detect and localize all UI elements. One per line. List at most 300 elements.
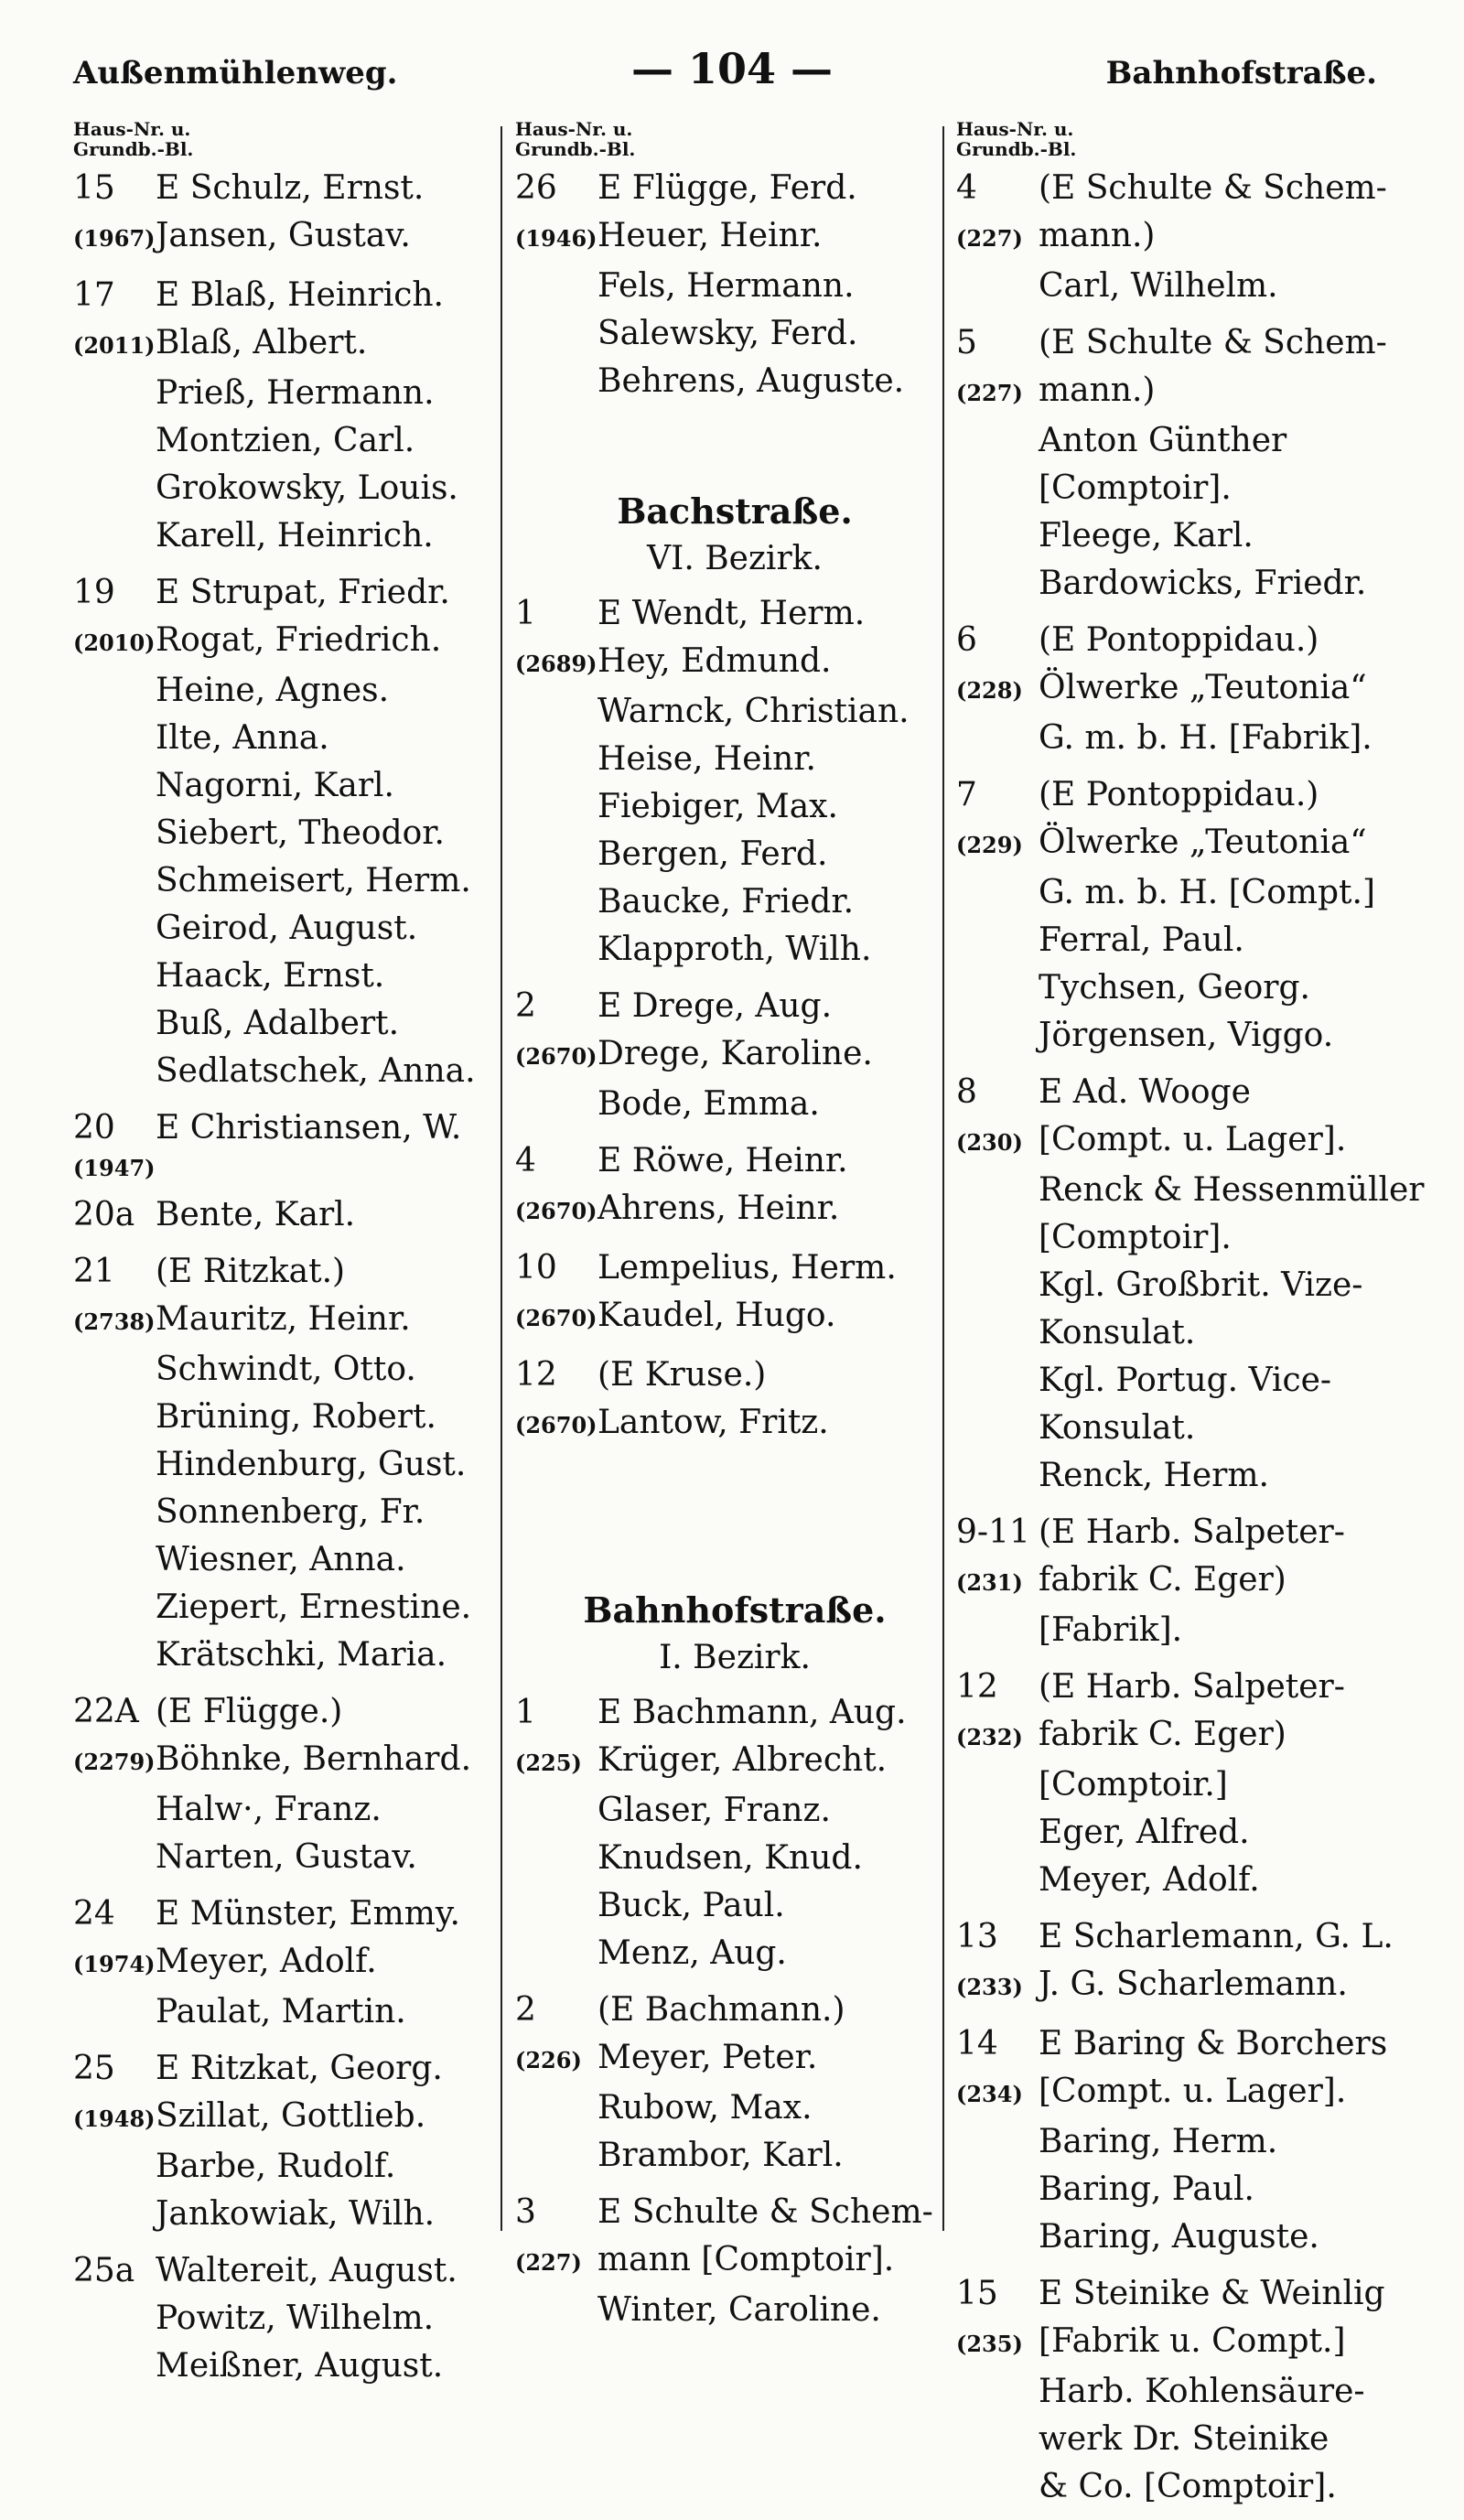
resident-text: E Flügge, Ferd. (597, 169, 857, 207)
entry-line (515, 736, 954, 783)
land-register-number: (227) (956, 380, 1023, 406)
land-register-number: (1948) (73, 2105, 156, 2132)
house-number: 25a (73, 2252, 135, 2289)
house-number: 5 (956, 324, 977, 361)
resident-text: mann.) (1039, 372, 1156, 409)
resident-text: [Comptoir]. (1039, 469, 1232, 507)
resident-text: E Christiansen, W. (156, 1109, 462, 1147)
resident-text: Kgl. Portug. Vice- (1039, 1362, 1332, 1399)
resident-text: Fels, Hermann. (597, 267, 855, 305)
entry-line (515, 310, 954, 358)
resident-text: Rogat, Friedrich. (156, 621, 442, 659)
resident-text: E Schulz, Ernst. (156, 169, 425, 207)
entry-line (515, 688, 954, 736)
entry-line (515, 638, 954, 688)
resident-text: Tychsen, Georg. (1039, 969, 1310, 1007)
resident-text: werk Dr. Steinike (1039, 2420, 1329, 2458)
entry-line (515, 1835, 954, 1882)
land-register-number: (2670) (515, 1043, 597, 1070)
house-number: 15 (73, 169, 115, 207)
resident-text: Haack, Ernst. (156, 957, 385, 995)
resident-text: Lantow, Fritz. (597, 1404, 829, 1441)
resident-text: G. m. b. H. [Fabrik]. (1039, 719, 1372, 757)
address-entry (515, 1352, 954, 1449)
resident-text: Siebert, Theodor. (156, 814, 445, 852)
entry-line (73, 810, 512, 857)
entry-line (956, 417, 1418, 465)
entry-line (515, 2132, 954, 2180)
land-register-number: (227) (956, 225, 1023, 252)
house-number: 19 (73, 574, 115, 611)
resident-text: Blaß, Albert. (156, 324, 368, 361)
entry-line (73, 1632, 512, 1679)
house-number: 1 (515, 1694, 536, 1731)
resident-text: Sonnenberg, Fr. (156, 1493, 425, 1531)
column-2 (515, 119, 954, 2343)
entry-line (73, 1584, 512, 1632)
house-number: 4 (956, 169, 977, 207)
entry-line (515, 1882, 954, 1930)
entry-list (956, 165, 1425, 2511)
entry-line (515, 983, 954, 1030)
land-register-number: (2689) (515, 651, 597, 677)
entry-line (73, 2295, 512, 2342)
address-entry (515, 983, 954, 1128)
address-entry (73, 1191, 512, 1239)
resident-text: Brüning, Robert. (156, 1398, 436, 1436)
resident-text: Harb. Kohlensäure- (1039, 2373, 1365, 2410)
entry-line (515, 2084, 954, 2132)
resident-text: E Drege, Aug. (597, 987, 833, 1025)
entry-line (956, 1857, 1418, 1904)
district-heading: I. Bezirk. (659, 1639, 811, 1676)
resident-text: Brambor, Karl. (597, 2137, 844, 2174)
address-entry (73, 1104, 512, 1182)
resident-text: Krüger, Albrecht. (597, 1741, 888, 1779)
entry-line (515, 263, 954, 310)
resident-text: Fiebiger, Max. (597, 788, 838, 825)
entry-line (73, 465, 512, 512)
running-head (0, 44, 1464, 99)
entry-line (956, 1116, 1418, 1167)
resident-text: Behrens, Auguste. (597, 362, 905, 400)
resident-text: Narten, Gustav. (156, 1838, 417, 1876)
resident-text: Anton Günther (1039, 422, 1287, 459)
house-number: 15 (956, 2275, 998, 2312)
entry-line (73, 1988, 512, 2036)
resident-text: Meyer, Peter. (597, 2039, 818, 2076)
resident-text: [Fabrik]. (1039, 1611, 1183, 1649)
entry-list (515, 1689, 954, 2334)
address-entry (956, 1069, 1425, 1500)
district-heading: VI. Bezirk. (647, 540, 823, 577)
resident-text: E Baring & Borchers (1039, 2025, 1388, 2062)
resident-text: Grokowsky, Louis. (156, 469, 458, 507)
resident-text: (E Ritzkat.) (156, 1253, 346, 1290)
resident-text: Waltereit, August. (156, 2252, 458, 2289)
resident-text: (E Bachmann.) (597, 1991, 845, 2029)
land-register-number: (2670) (515, 1198, 597, 1224)
entry-line (73, 617, 512, 667)
resident-text: Schmeisert, Herm. (156, 862, 471, 899)
resident-text: (E Schulte & Schem- (1039, 324, 1387, 361)
entry-line (956, 2416, 1418, 2463)
entry-line (515, 590, 954, 638)
resident-text: [Compt. u. Lager]. (1039, 2073, 1347, 2110)
resident-text: Kaudel, Hugo. (597, 1297, 836, 1334)
resident-text: Jansen, Gustav. (156, 217, 411, 254)
address-entry (515, 1137, 954, 1235)
entry-line (73, 1441, 512, 1489)
entry-line (956, 212, 1418, 263)
resident-text: Ziepert, Ernestine. (156, 1588, 472, 1626)
address-entry (956, 319, 1418, 608)
house-number: 12 (515, 1356, 557, 1394)
land-register-number: (234) (956, 2081, 1023, 2107)
entry-line (73, 1834, 512, 1881)
entry-line (515, 1689, 954, 1737)
entry-line (956, 465, 1418, 512)
land-register-number: (230) (956, 1129, 1023, 1156)
resident-text: Powitz, Wilhelm. (156, 2299, 435, 2337)
entry-line (515, 1987, 954, 2034)
entry-line (956, 1664, 1418, 1711)
entry-line (73, 1736, 512, 1786)
entry-line (73, 1152, 512, 1182)
entry-line (956, 715, 1418, 762)
running-head-right: Bahnhofstraße. (1105, 55, 1377, 92)
entry-line (73, 2045, 512, 2093)
resident-text: Renck, Herm. (1039, 1457, 1269, 1494)
entry-line (956, 2118, 1418, 2166)
address-entry (956, 2020, 1418, 2261)
resident-text: Drege, Karoline. (597, 1035, 873, 1072)
entry-line (73, 2093, 512, 2143)
address-entry (956, 1509, 1418, 1654)
entry-line (956, 367, 1418, 417)
land-register-number: (235) (956, 2331, 1023, 2357)
entry-list (73, 165, 512, 2390)
column-1 (73, 119, 512, 2399)
entry-line (515, 2287, 954, 2334)
entry-line (956, 1214, 1418, 1262)
entry-line (515, 1787, 954, 1835)
resident-text: Heine, Agnes. (156, 672, 390, 709)
entry-line (515, 1399, 954, 1449)
house-number: 3 (515, 2193, 536, 2231)
column-header: Haus-Nr. u. Grundb.-Bl. (73, 118, 194, 160)
address-entry (73, 2045, 512, 2238)
address-entry (73, 1890, 512, 2036)
resident-text: Prieß, Hermann. (156, 374, 435, 412)
land-register-number: (225) (515, 1750, 582, 1776)
land-register-number: (227) (515, 2249, 582, 2276)
entry-line (515, 831, 954, 878)
entry-line (956, 165, 1418, 212)
entry-line (73, 370, 512, 417)
resident-text: (E Schulte & Schem- (1039, 169, 1387, 207)
entry-line (956, 1167, 1425, 1214)
land-register-number: (228) (956, 677, 1023, 704)
entry-list (515, 165, 954, 405)
address-entry (956, 1913, 1418, 2011)
resident-text: Eger, Alfred. (1039, 1814, 1250, 1851)
resident-text: Barbe, Rudolf. (156, 2148, 396, 2185)
entry-line (73, 1296, 512, 1346)
entry-line (956, 1405, 1418, 1452)
resident-text: Salewsky, Ferd. (597, 315, 858, 352)
land-register-number: (2670) (515, 1305, 597, 1331)
address-entry (956, 617, 1418, 762)
land-register-number: (2670) (515, 1412, 597, 1438)
entry-line (73, 1394, 512, 1441)
address-entry (956, 2270, 1418, 2511)
entry-line (515, 878, 954, 926)
entry-line (515, 783, 954, 831)
resident-text: Jörgensen, Viggo. (1039, 1017, 1334, 1054)
resident-text: Karell, Heinrich. (156, 517, 434, 555)
resident-text: Warnck, Christian. (597, 693, 910, 730)
entry-line (956, 1069, 1418, 1116)
address-entry (73, 1688, 512, 1881)
entry-line (73, 1346, 512, 1394)
entry-line (515, 2189, 954, 2236)
house-number: 20a (73, 1196, 135, 1233)
house-number: 14 (956, 2025, 998, 2062)
resident-text: Ferral, Paul. (1039, 921, 1244, 959)
address-entry (515, 1987, 954, 2180)
entry-line (956, 1262, 1418, 1309)
resident-text: Sedlatschek, Anna. (156, 1052, 476, 1090)
land-register-number: (2279) (73, 1749, 156, 1775)
entry-line (73, 1938, 512, 1988)
resident-text: Meyer, Adolf. (1039, 1861, 1260, 1899)
land-register-number: (2010) (73, 630, 156, 656)
resident-text: mann.) (1039, 217, 1156, 254)
entry-line (73, 2247, 512, 2295)
land-register-number: (231) (956, 1569, 1023, 1596)
resident-text: [Compt. u. Lager]. (1039, 1121, 1347, 1158)
entry-line (956, 1913, 1418, 1961)
entry-line (515, 165, 954, 212)
entry-line (956, 2213, 1418, 2261)
entry-line (73, 953, 512, 1000)
entry-line (515, 926, 954, 974)
entry-line (956, 1509, 1418, 1556)
street-heading: Bahnhofstraße. (583, 1589, 887, 1631)
resident-text: Ahrens, Heinr. (597, 1190, 840, 1227)
resident-text: Carl, Wilhelm. (1039, 267, 1278, 305)
resident-text: Meißner, August. (156, 2347, 444, 2385)
land-register-number: (232) (956, 1724, 1023, 1750)
resident-text: Lempelius, Herm. (597, 1249, 897, 1287)
address-entry (73, 165, 512, 263)
entry-line (73, 2143, 512, 2191)
resident-text: [Comptoir.] (1039, 1766, 1228, 1804)
entry-line (956, 319, 1418, 367)
resident-text: Knudsen, Knud. (597, 1839, 863, 1877)
resident-text: (E Flügge.) (156, 1693, 343, 1730)
entry-line (515, 1137, 954, 1185)
entry-line (515, 1352, 954, 1399)
land-register-number: (229) (956, 832, 1023, 858)
address-entry (73, 1248, 512, 1679)
resident-text: Schwindt, Otto. (156, 1351, 416, 1388)
house-number: 4 (515, 1142, 536, 1179)
resident-text: E Bachmann, Aug. (597, 1694, 907, 1731)
resident-text: (E Harb. Salpeter- (1039, 1668, 1345, 1706)
entry-line (73, 762, 512, 810)
entry-line (956, 1357, 1418, 1405)
entry-line (956, 1607, 1418, 1654)
resident-text: E Münster, Emmy. (156, 1895, 460, 1933)
page-number: — 104 — (630, 44, 834, 93)
entry-line (73, 1104, 512, 1152)
entry-line (956, 664, 1418, 715)
resident-text: Montzien, Carl. (156, 422, 415, 459)
resident-text: Halw·, Franz. (156, 1791, 382, 1828)
running-head-left: Außenmühlenweg. (73, 55, 398, 92)
resident-text: (E Pontoppidau.) (1039, 621, 1319, 659)
resident-text: mann [Comptoir]. (597, 2241, 895, 2278)
resident-text: Baring, Paul. (1039, 2170, 1254, 2208)
entry-line (73, 667, 512, 715)
resident-text: fabrik C. Eger) (1039, 1561, 1286, 1599)
entry-line (956, 1761, 1418, 1809)
entry-line (956, 1711, 1418, 1761)
address-entry (956, 771, 1418, 1060)
entry-line (73, 715, 512, 762)
resident-text: E Steinike & Weinlig (1039, 2275, 1385, 2312)
entry-line (956, 2368, 1418, 2416)
entry-line (73, 212, 512, 263)
resident-text: Baring, Auguste. (1039, 2218, 1319, 2256)
entry-line (73, 569, 512, 617)
house-number: 13 (956, 1918, 998, 1955)
resident-text: Geirod, August. (156, 910, 418, 947)
entry-line (956, 1452, 1418, 1500)
house-number: 12 (956, 1668, 998, 1706)
house-number: 8 (956, 1073, 977, 1111)
resident-text: E Röwe, Heinr. (597, 1142, 848, 1179)
entry-line (515, 1244, 954, 1292)
resident-text: & Co. [Comptoir]. (1039, 2468, 1337, 2505)
address-entry (515, 590, 954, 974)
resident-text: E Wendt, Herm. (597, 595, 866, 632)
resident-text: Bode, Emma. (597, 1085, 820, 1123)
house-number: 7 (956, 776, 977, 813)
resident-text: fabrik C. Eger) (1039, 1716, 1286, 1753)
address-entry (515, 1689, 954, 1977)
resident-text: Paulat, Martin. (156, 1993, 406, 2030)
entry-line (73, 1536, 512, 1584)
entry-line (956, 617, 1418, 664)
entry-line (73, 319, 512, 370)
house-number: 25 (73, 2050, 115, 2087)
entry-line (956, 2068, 1418, 2118)
resident-text: Fleege, Karl. (1039, 517, 1254, 555)
resident-text: Glaser, Franz. (597, 1792, 831, 1829)
resident-text: Konsulat. (1039, 1409, 1196, 1447)
resident-text: (E Pontoppidau.) (1039, 776, 1319, 813)
entry-line (73, 272, 512, 319)
entry-line (73, 1248, 512, 1296)
entry-line (515, 1737, 954, 1787)
land-register-number: (233) (956, 1974, 1023, 2000)
address-entry (73, 569, 512, 1095)
street-heading: Bachstraße. (617, 490, 853, 532)
resident-text: (E Kruse.) (597, 1356, 767, 1394)
resident-text: Menz, Aug. (597, 1934, 787, 1972)
resident-text: Ölwerke „Teutonia“ (1039, 669, 1367, 706)
resident-text: Winter, Caroline. (597, 2291, 881, 2329)
entry-line (73, 1489, 512, 1536)
resident-text: Heise, Heinr. (597, 740, 816, 778)
entry-line (956, 2166, 1418, 2213)
entry-line (956, 1309, 1418, 1357)
land-register-number: (1946) (515, 225, 597, 252)
entry-line (73, 1048, 512, 1095)
column-3 (956, 118, 1425, 2520)
house-number: 2 (515, 987, 536, 1025)
land-register-number: (1967) (73, 225, 156, 252)
entry-line (73, 512, 512, 560)
resident-text: Nagorni, Karl. (156, 767, 394, 804)
entry-line (956, 1961, 1418, 2011)
resident-text: Rubow, Max. (597, 2089, 813, 2127)
entry-line (956, 1012, 1418, 1060)
address-entry (73, 272, 512, 560)
entry-line (515, 1081, 954, 1128)
land-register-number: (2011) (73, 332, 156, 359)
resident-text: G. m. b. H. [Compt.] (1039, 874, 1375, 911)
land-register-number: (1974) (73, 1951, 156, 1977)
entry-line (956, 1809, 1418, 1857)
entry-line (73, 905, 512, 953)
entry-line (515, 358, 954, 405)
resident-text: Hey, Edmund. (597, 642, 832, 680)
house-number: 6 (956, 621, 977, 659)
address-entry (956, 165, 1418, 310)
entry-line (515, 1185, 954, 1235)
address-entry (515, 165, 954, 405)
resident-text: [Comptoir]. (1039, 1219, 1232, 1256)
resident-text: Bente, Karl. (156, 1196, 356, 1233)
house-number: 20 (73, 1109, 115, 1147)
entry-line (956, 869, 1418, 917)
house-number: 22A (73, 1693, 139, 1730)
resident-text: Meyer, Adolf. (156, 1943, 377, 1980)
entry-line (73, 165, 512, 212)
entry-line (956, 917, 1418, 964)
resident-text: E Schulte & Schem- (597, 2193, 933, 2231)
house-number: 26 (515, 169, 557, 207)
house-number: 10 (515, 1249, 557, 1287)
entry-line (73, 2191, 512, 2238)
resident-text: Renck & Hessenmüller (1039, 1171, 1425, 1209)
entry-line (73, 1000, 512, 1048)
resident-text: E Ad. Wooge (1039, 1073, 1251, 1111)
resident-text: Klapproth, Wilh. (597, 931, 872, 968)
entry-line (73, 1688, 512, 1736)
resident-text: E Scharlemann, G. L. (1039, 1918, 1394, 1955)
entry-line (73, 2342, 512, 2390)
resident-text: E Strupat, Friedr. (156, 574, 450, 611)
resident-text: Hindenburg, Gust. (156, 1446, 467, 1483)
column-header: Haus-Nr. u. Grundb.-Bl. (956, 118, 1077, 160)
entry-line (956, 2463, 1418, 2511)
resident-text: Heuer, Heinr. (597, 217, 823, 254)
